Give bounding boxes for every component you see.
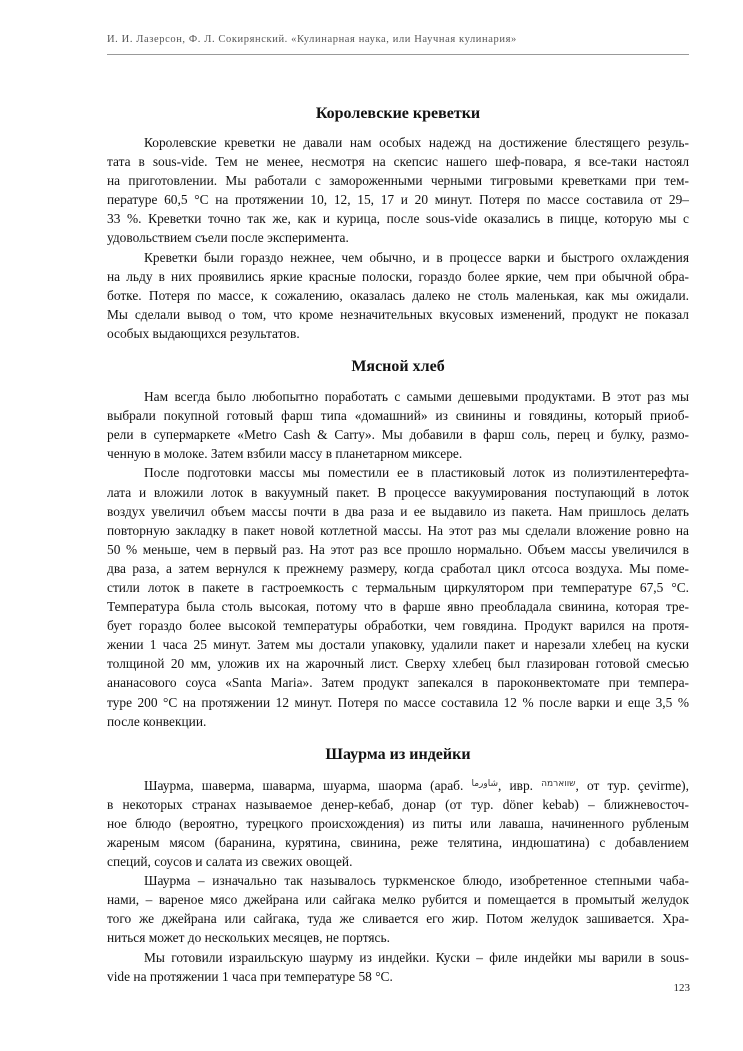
paragraph: [107, 387, 689, 463]
text-line: жении 1 часа 25 минут. Затем мы достали упаковку, удалили пакет и нарезали хлебец на куски: [107, 637, 689, 653]
text-line: воздух увеличил объем массы почти в два раза и ее выдавило из пакета. Нам пришлось делать: [107, 503, 689, 519]
text-line: ченную в молоке. Затем взбили массу в планетарном миксере.: [107, 446, 463, 462]
text-line: Мы готовили израильскую шаурму из индейки. Куски – филе индейки мы варили в sous-: [144, 949, 689, 965]
running-header: И. И. Лазерсон, Ф. Л. Сокирянский. «Кулинарная наука, или Научная кулинария»: [107, 34, 517, 45]
text-line: Нам всегда было любопытно поработать с самыми дешевыми продуктами. В этот раз мы: [144, 389, 689, 405]
arabic-word: شاورما: [471, 778, 498, 789]
hebrew-word: שווארמה: [541, 778, 576, 789]
paragraph: [107, 463, 689, 730]
text-line: того же джейрана или сайгака, туда же сливается его жир. Потом желудок зашивается. Хра-: [107, 911, 689, 927]
text-line: рели в супермаркете «Metro Cash & Carry». Мы добавили в фарш соль, перец и булку, размо-: [107, 427, 689, 443]
text-fragment: , от тур. çevirme),: [575, 777, 689, 793]
text-line: толщиной 20 мм, уложив их на жарочный лист. Сверху хлебец был глазирован готовой смесью: [107, 656, 689, 672]
text-line: на приготовлении. Мы работали с замороженными черными тигровыми креветками при тем-: [107, 173, 689, 189]
text-line: туре 200 °C на протяжении 12 минут. Потеря по массе составила 12 % после варки и еще 3,5 %: [107, 694, 689, 710]
text-line: нами, – вареное мясо джейрана или сайгака мелко рубится и помещается в промытый желудок: [107, 892, 689, 908]
text-line: Мы сделали вывод о том, что кроме незначительных вкусовых изменений, продукт не показал: [107, 306, 689, 322]
section-title-meatloaf: Мясной хлеб: [351, 358, 445, 376]
text-line: [107, 775, 689, 795]
paragraph: [107, 871, 689, 947]
text-line: особых выдающихся результатов.: [107, 325, 300, 341]
text-line: в некоторых странах называемое денер-кебаб, донар (от тур. döner kebab) – ближневосточ-: [107, 796, 689, 812]
text-line: на льду в них проявились яркие красные полоски, гораздо более яркие, чем при обычной обра-: [107, 268, 689, 284]
text-line: ниться может до нескольких месяцев, не портясь.: [107, 930, 390, 946]
text-line: 33 %. Креветки точно так же, как и курица, после sous-vide оказались в пицце, которую мы с: [107, 211, 689, 227]
paragraph: [107, 133, 689, 248]
text-line: лата и вложили лоток в вакуумный пакет. В процессе вакуумирования поступающий в лоток: [107, 484, 689, 500]
text-line: стили лоток в пакете в гастроемкость с термальным циркулятором при температуре 67,5 °C.: [107, 579, 689, 595]
text-line: Королевские креветки не давали нам особых надежд на достижение блестящего резуль-: [144, 135, 689, 150]
text-line: ное блюдо (вероятно, турецкого происхождения) из питы или лаваша, начиненного рубленым: [107, 815, 689, 831]
text-line: бует гораздо более высокой температуры обработки, чем говядина. Продукт варился на протя-: [107, 618, 689, 634]
text-line: Креветки были гораздо нежнее, чем обычно, и в процессе варки и быстрого охлаждения: [144, 249, 689, 265]
paragraph: [107, 775, 689, 871]
text-line: удовольствием съели после эксперимента.: [107, 230, 349, 246]
text-line: ананасового соуса «Santa Maria». Затем продукт запекался в пароконвектомате при темпера-: [107, 675, 689, 691]
text-line: Температура была столь высокая, потому что в фарше явно преобладала свинина, которая тре-: [107, 599, 689, 615]
page-body: [107, 104, 689, 986]
page-number: 123: [673, 982, 690, 994]
text-line: два раза, а затем вернулся к прежнему размеру, когда сработал цикл отсоса воздуха. Мы поме-: [107, 560, 689, 576]
text-line: жареным мясом (баранина, курятина, свинина, реже телятина, индюшатина) с добавлением: [107, 835, 689, 850]
text-line: После подготовки массы мы поместили ее в пластиковый лоток из полиэтилентерефта-: [144, 465, 689, 481]
text-line: после конвекции.: [107, 713, 207, 729]
text-line: Шаурма – изначально так называлось туркменское блюдо, изобретенное степными чаба-: [144, 873, 689, 889]
text-line: повторную закладку в пакет новой котлетной массы. На этот раз мы сделали вложение ровно на: [107, 522, 689, 538]
section-title-shrimp: Королевские креветки: [315, 105, 481, 122]
text-line: vide на протяжении 1 часа при температуре 58 °C.: [107, 968, 393, 984]
paragraph: [107, 948, 689, 986]
header-rule: [107, 54, 689, 55]
text-line: пературе 60,5 °C на протяжении 10, 12, 15, 17 и 20 минут. Потеря по массе составила от 29–: [107, 192, 689, 208]
section-title-shawarma: Шаурма из индейки: [325, 745, 471, 763]
paragraph: [107, 248, 689, 343]
text-line: специй, соусов и салата из свежих овощей.: [107, 854, 353, 870]
text-line: тата в sous-vide. Тем не менее, несмотря на скепсис нашего шеф-повара, я все-таки настоял: [107, 154, 689, 170]
text-line: выбрали покупной готовый фарш типа «домашний» из свинины и говядины, который приоб-: [107, 408, 689, 424]
text-fragment: , ивр.: [498, 777, 534, 793]
text-line: ботке. Потеря по массе, к сожалению, оказалась далеко не столь маленькая, как мы ожидали.: [107, 287, 689, 303]
text-fragment: Шаурма, шаверма, шаварма, шуарма, шаорма (араб.: [144, 777, 464, 793]
text-line: 50 % меньше, чем в первый раз. На этот раз все прошло нормально. Объем массы увеличился в: [107, 541, 689, 557]
